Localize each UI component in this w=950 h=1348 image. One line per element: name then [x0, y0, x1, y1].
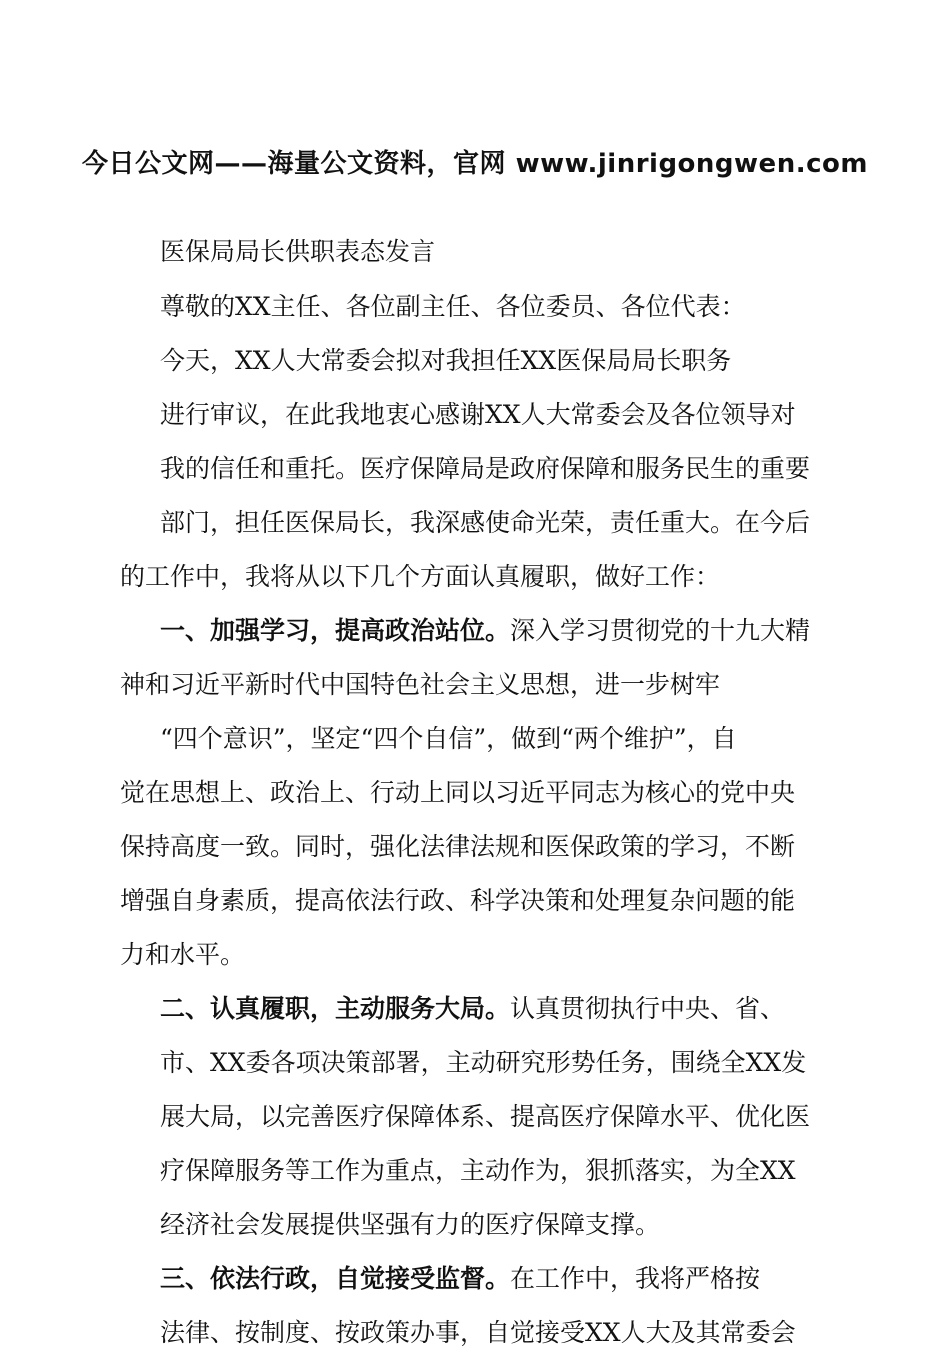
- body-line: 法律、按制度、按政策办事，自觉接受XX人大及其常委会: [160, 1318, 796, 1347]
- body-line: 觉在思想上、政治上、行动上同以习近平同志为核心的党中央: [120, 778, 796, 807]
- salutation: 尊敬的XX主任、各位副主任、各位委员、各位代表：: [160, 292, 746, 321]
- body-line: 神和习近平新时代中国特色社会主义思想，进一步树牢: [120, 670, 721, 699]
- section-1-heading: 一、加强学习，提高政治站位。: [160, 616, 511, 645]
- section-3-heading: 三、依法行政，自觉接受监督。: [160, 1264, 511, 1293]
- body-line: 保持高度一致。同时，强化法律法规和医保政策的学习，不断: [120, 832, 796, 861]
- site-header: 今日公文网——海量公文资料，官网 www.jinrigongwen.com: [82, 149, 868, 179]
- section-2-text: 认真贯彻执行中央、省、: [510, 994, 786, 1023]
- section-1-text: 深入学习贯彻党的十九大精: [510, 616, 811, 645]
- body-line: 力和水平。: [120, 940, 246, 969]
- body-line: 我的信任和重托。医疗保障局是政府保障和服务民生的重要: [160, 454, 811, 483]
- body-line: 增强自身素质，提高依法行政、科学决策和处理复杂问题的能: [120, 886, 796, 915]
- section-3-text: 在工作中，我将严格按: [510, 1264, 761, 1293]
- body-line: “四个意识”，坚定“四个自信”，做到“两个维护”，自: [160, 724, 737, 753]
- section-1-line: [160, 616, 810, 646]
- document-title: 医保局局长供职表态发言: [160, 237, 436, 266]
- body-line: 部门，担任医保局长，我深感使命光荣，责任重大。在今后: [160, 508, 811, 537]
- body-line: 展大局，以完善医疗保障体系、提高医疗保障水平、优化医: [160, 1102, 811, 1131]
- body-line: 市、XX委各项决策部署，主动研究形势任务，围绕全XX发: [160, 1048, 807, 1077]
- body-line: 经济社会发展提供坚强有力的医疗保障支撑。: [160, 1210, 661, 1239]
- section-2-heading: 二、认真履职，主动服务大局。: [160, 994, 511, 1023]
- body-line: 进行审议，在此我地衷心感谢XX人大常委会及各位领导对: [160, 400, 796, 429]
- section-3-line: [160, 1264, 760, 1294]
- body-line: 今天，XX人大常委会拟对我担任XX医保局局长职务: [160, 346, 732, 375]
- body-line: 疗保障服务等工作为重点，主动作为，狠抓落实，为全XX: [160, 1156, 796, 1185]
- body-line: 的工作中，我将从以下几个方面认真履职，做好工作：: [120, 562, 721, 591]
- section-2-line: [160, 994, 785, 1024]
